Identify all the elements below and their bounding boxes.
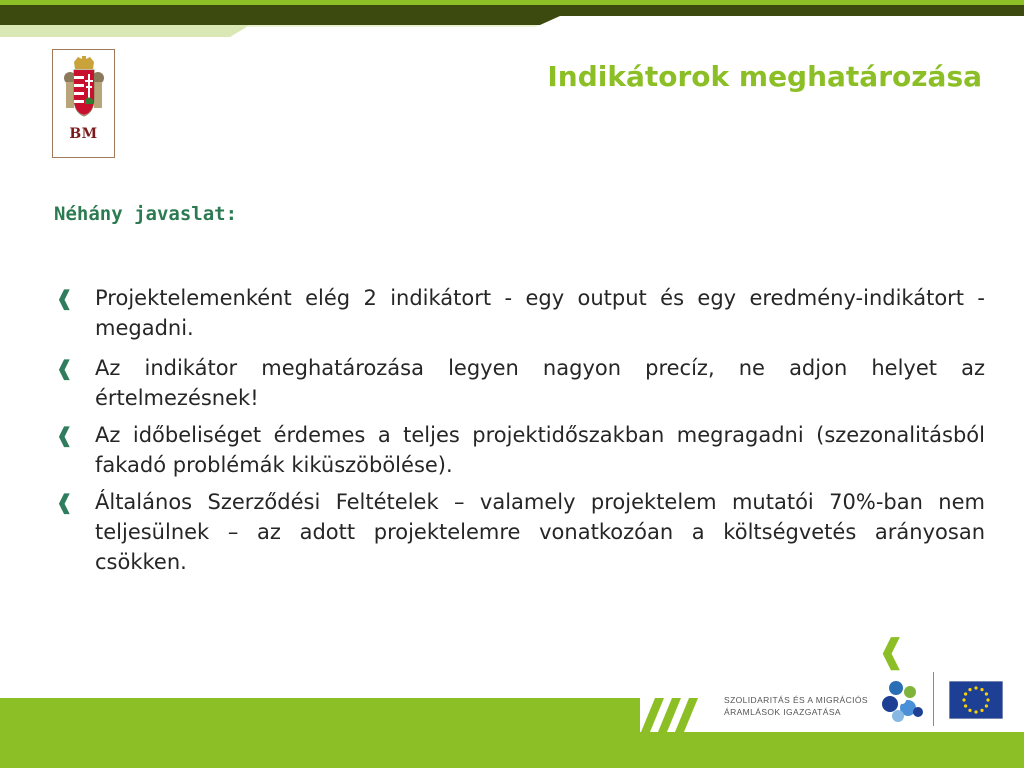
bullet-marker-icon: ❰: [56, 423, 73, 447]
solidarity-program-logo-icon: [878, 678, 928, 724]
footer-org-line: SZOLIDARITÁS ÉS A MIGRÁCIÓS: [724, 695, 868, 705]
bullet-marker-icon: ❰: [56, 286, 73, 310]
bullet-marker-icon: ❰: [56, 356, 73, 380]
coat-of-arms-icon: [62, 56, 106, 124]
footer-divider: [933, 672, 934, 726]
ministry-logo: [52, 49, 115, 158]
bullet-item: [56, 353, 985, 413]
bullet-marker-icon: ❰: [56, 490, 73, 514]
bullet-text: Általános Szerződési Feltételek – valamely projektelem mutatói 70%-ban nem teljesülnek – az adott projektelemre vonatkozóan a költségvetés arányosan csökken.: [95, 490, 985, 574]
slide-title: Indikátorok meghatározása: [547, 60, 982, 93]
eu-flag-icon: [949, 681, 1003, 719]
top-decorative-bar: [0, 0, 1024, 40]
bullet-text: Az indikátor meghatározása legyen nagyon precíz, ne adjon helyet az értelmezésnek!: [95, 356, 985, 410]
bullet-item: [56, 283, 985, 343]
logo-text: BM: [69, 126, 98, 142]
bullet-text: Az időbeliséget érdemes a teljes projektidőszakban megragadni (szezonalitásból fakadó problémák kiküszöbölése).: [95, 423, 985, 477]
bullet-text: Projektelemenként elég 2 indikátort - egy output és egy eredmény-indikátort - megadni.: [95, 286, 985, 340]
bullet-item: [56, 487, 985, 577]
subheading: Néhány javaslat:: [54, 203, 238, 225]
footer-organization-name: [724, 694, 874, 718]
footer-org-line: ÁRAMLÁSOK IGAZGATÁSA: [724, 707, 841, 717]
footer-marker-icon: ❰: [878, 632, 905, 670]
bullet-item: [56, 420, 985, 480]
